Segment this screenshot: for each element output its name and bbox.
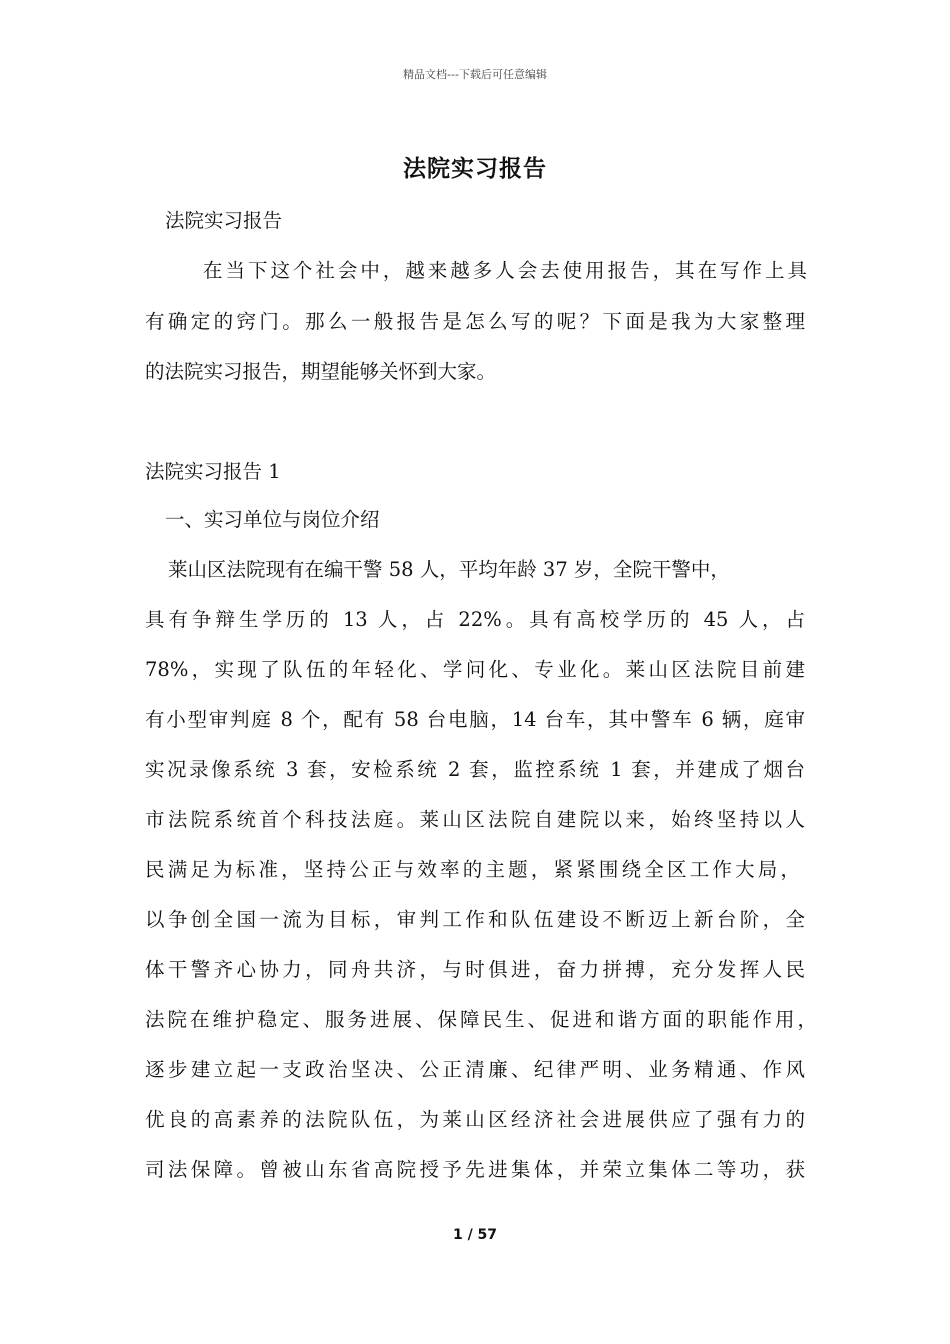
- page-header: 精品文档---下载后可任意编辑: [403, 68, 547, 81]
- document-subtitle: 法院实习报告: [165, 209, 283, 232]
- body-line: 实况录像系统 3 套，安检系统 2 套，监控系统 1 套，并建成了烟台: [145, 758, 805, 781]
- body-line: 78%，实现了队伍的年轻化、学问化、专业化。莱山区法院目前建: [145, 658, 805, 681]
- body-line: 莱山区法院现有在编干警 58 人，平均年龄 37 岁，全院干警中，: [168, 558, 730, 581]
- body-line: 体干警齐心协力，同舟共济，与时俱进，奋力拼搏，充分发挥人民: [145, 958, 805, 981]
- body-line: 有小型审判庭 8 个，配有 58 台电脑，14 台车，其中警车 6 辆，庭审: [145, 708, 805, 731]
- intro-line: 在当下这个社会中，越来越多人会去使用报告，其在写作上具: [203, 259, 807, 282]
- body-line: 以争创全国一流为目标，审判工作和队伍建设不断迈上新台阶，全: [145, 908, 805, 931]
- body-line: 法院在维护稳定、服务进展、保障民生、促进和谐方面的职能作用，: [145, 1008, 817, 1031]
- body-line: 司法保障。曾被山东省高院授予先进集体，并荣立集体二等功，获: [145, 1158, 805, 1181]
- page-number: 1 / 57: [452, 1227, 498, 1243]
- subsection-heading: 一、实习单位与岗位介绍: [165, 508, 380, 531]
- body-line: 优良的高素养的法院队伍，为莱山区经济社会进展供应了强有力的: [145, 1108, 805, 1131]
- intro-line: 的法院实习报告，期望能够关怀到大家。: [145, 360, 497, 383]
- intro-line: 有确定的窍门。那么一般报告是怎么写的呢？下面是我为大家整理: [145, 310, 805, 333]
- document-title: 法院实习报告: [403, 155, 547, 182]
- body-line: 具有争辩生学历的 13 人，占 22%。具有高校学历的 45 人，占: [145, 608, 805, 631]
- body-line: 逐步建立起一支政治坚决、公正清廉、纪律严明、业务精通、作风: [145, 1058, 805, 1081]
- body-line: 民满足为标准，坚持公正与效率的主题，紧紧围绕全区工作大局，: [145, 858, 800, 881]
- section-heading: 法院实习报告 1: [145, 460, 281, 483]
- body-line: 市法院系统首个科技法庭。莱山区法院自建院以来，始终坚持以人: [145, 808, 805, 831]
